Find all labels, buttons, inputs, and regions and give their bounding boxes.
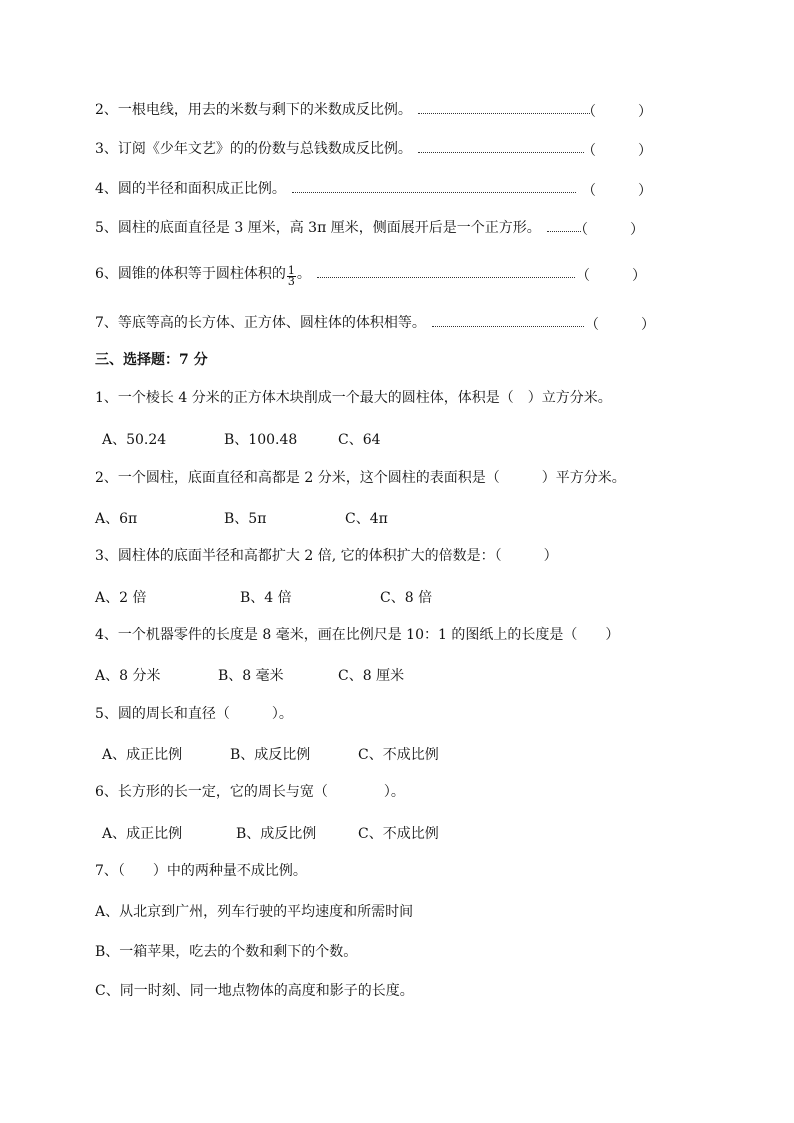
fraction-denominator: 3 [287,275,295,288]
tf-item-text-end: 。 [296,266,311,282]
mc-option-b[interactable]: B、5π [224,511,267,527]
fraction-numerator: 1 [287,264,295,277]
dotted-leader [418,142,584,153]
mc-option-c[interactable]: C、不成比例 [358,747,439,763]
mc-option-a[interactable]: A、8 分米 [95,668,161,684]
tf-item-2 [95,101,590,119]
fraction [287,266,296,287]
mc-question: 1、一个棱长 4 分米的正方体木块削成一个最大的圆柱体，体积是（ ）立方分米。 [95,390,612,406]
tf-item-text: 7、等底等高的长方体、正方体、圆柱体的体积相等。 [95,315,426,331]
dotted-leader [418,103,590,114]
tf-item-text: 2、一根电线，用去的米数与剩下的米数成反比例。 [95,102,412,118]
mc-option-b[interactable]: B、100.48 [224,432,298,448]
mc-question: 2、一个圆柱，底面直径和高都是 2 分米，这个圆柱的表面积是（ ）平方分米。 [95,470,626,486]
mc-option-c[interactable]: C、8 厘米 [338,668,405,684]
tf-item-3 [95,140,584,158]
mc-question: 5、圆的周长和直径（ ）。 [95,706,293,722]
answer-paren[interactable]: （ ） [582,104,652,120]
mc-question: 3、圆柱体的底面半径和高都扩大 2 倍, 它的体积扩大的倍数是：（ ） [95,548,558,564]
tf-item-6 [95,265,575,287]
tf-item-text: 4、圆的半径和面积成正比例。 [95,181,286,197]
dotted-leader [317,267,575,278]
section-title: 三、选择题：7 分 [95,352,208,368]
mc-option-a[interactable]: A、从北京到广州，列车行驶的平均速度和所需时间 [95,904,414,920]
mc-question: 4、一个机器零件的长度是 8 毫米，画在比例尺是 10：1 的图纸上的长度是（ ） [95,627,620,643]
mc-question: 6、长方形的长一定，它的周长与宽（ ）。 [95,784,405,800]
answer-paren[interactable]: （ ） [585,317,655,333]
tf-item-4 [95,180,576,198]
mc-option-b[interactable]: B、成反比例 [230,747,311,763]
mc-option-a[interactable]: A、50.24 [102,432,167,448]
mc-option-b[interactable]: B、成反比例 [236,826,317,842]
mc-option-c[interactable]: C、8 倍 [380,590,433,606]
tf-item-5 [95,219,581,237]
dotted-leader [432,316,584,327]
mc-option-a[interactable]: A、2 倍 [95,590,147,606]
mc-option-c[interactable]: C、4π [345,511,388,527]
mc-option-b[interactable]: B、8 毫米 [218,668,284,684]
mc-option-c[interactable]: C、不成比例 [358,826,439,842]
dotted-leader [292,182,576,193]
mc-question: 7、（ ）中的两种量不成比例。 [95,863,307,879]
mc-option-a[interactable]: A、成正比例 [102,747,183,763]
tf-item-text: 3、订阅《少年文艺》的的份数与总钱数成反比例。 [95,141,412,157]
mc-option-b[interactable]: B、一箱苹果，吃去的个数和剩下的个数。 [95,944,358,960]
mc-option-c[interactable]: C、64 [338,432,381,448]
mc-option-c[interactable]: C、同一时刻、同一地点物体的高度和影子的长度。 [95,983,414,999]
tf-item-text: 5、圆柱的底面直径是 3 厘米，高 3π 厘米，侧面展开后是一个正方形。 [95,220,541,236]
tf-item-7 [95,314,584,332]
mc-option-a[interactable]: A、成正比例 [102,826,183,842]
answer-paren[interactable]: （ ） [574,222,644,238]
answer-paren[interactable]: （ ） [576,268,646,284]
answer-paren[interactable]: （ ） [582,143,652,159]
mc-option-a[interactable]: A、6π [95,511,138,527]
answer-paren[interactable]: （ ） [582,183,652,199]
mc-option-b[interactable]: B、4 倍 [240,590,292,606]
tf-item-text: 6、圆锥的体积等于圆柱体积的 [95,266,286,282]
